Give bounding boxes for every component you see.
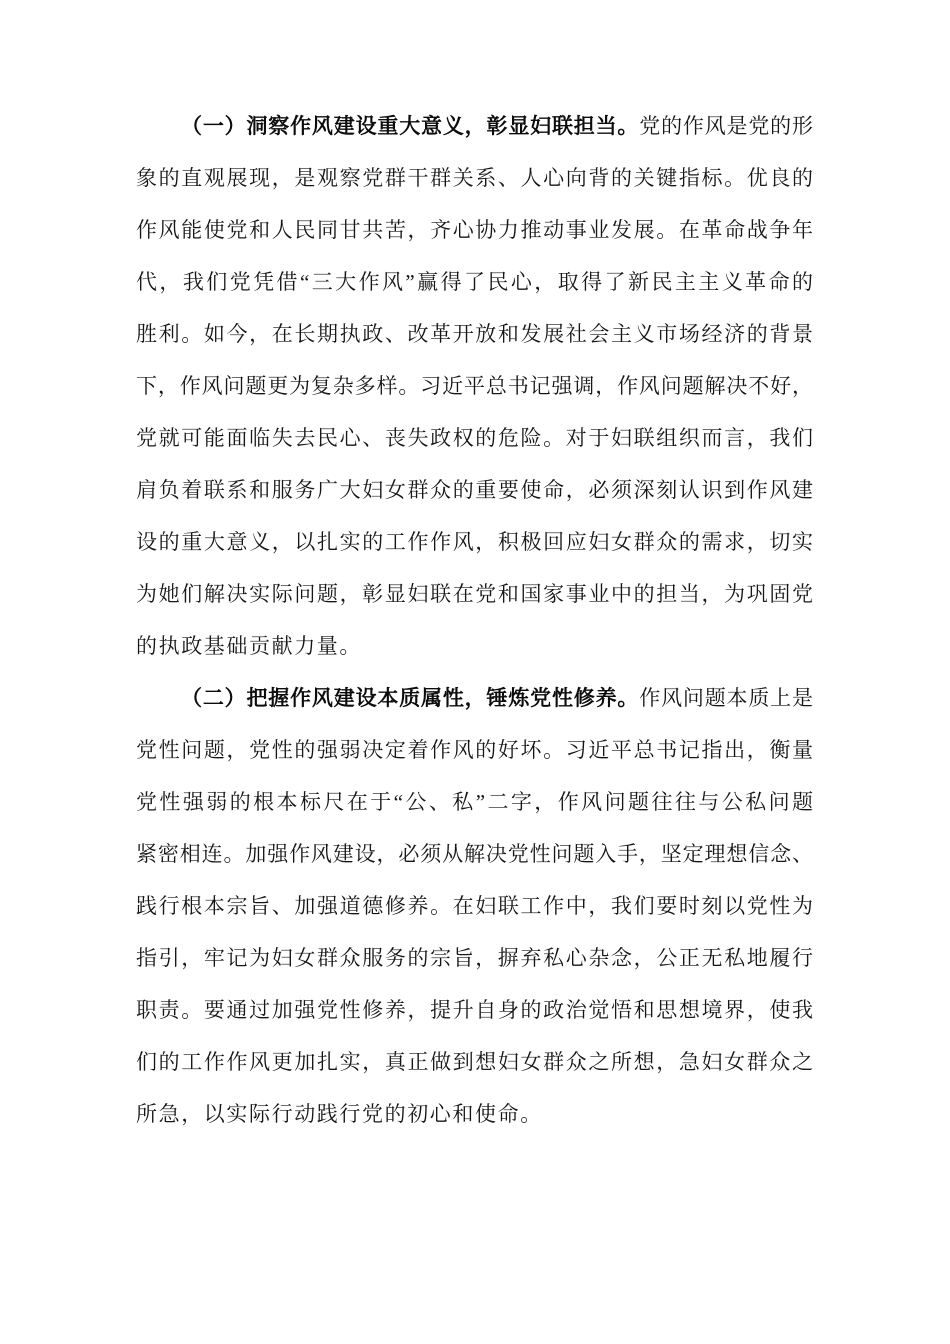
paragraph-text: 象的直观展现，是观察党群干群关系、人心向背的关键指标。优良的: [136, 166, 813, 190]
text-line: [136, 984, 813, 1036]
paragraph-text: 践行根本宗旨、加强道德修养。在妇联工作中，我们要时刻以党性为: [136, 894, 813, 918]
paragraph-heading: （二）把握作风建设本质属性，锤炼党性修养。: [181, 686, 640, 710]
paragraph-text: 肩负着联系和服务广大妇女群众的重要使命，必须深刻认识到作风建: [136, 478, 813, 502]
text-line: [136, 1088, 813, 1140]
paragraph-text: 党就可能面临失去民心、丧失政权的危险。对于妇联组织而言，我们: [136, 426, 813, 450]
text-line: [136, 672, 813, 724]
paragraph-text: 作风问题本质上是: [639, 686, 813, 710]
paragraph-text: 所急，以实际行动践行党的初心和使命。: [136, 1102, 543, 1126]
text-line: [136, 620, 813, 672]
paragraph-text: 胜利。如今，在长期执政、改革开放和发展社会主义市场经济的背景: [136, 322, 813, 346]
paragraph-text: 代，我们党凭借“三大作风”赢得了民心，取得了新民主主义革命的: [136, 270, 813, 294]
paragraph-text: 设的重大意义，以扎实的工作作风，积极回应妇女群众的需求，切实: [136, 530, 813, 554]
paragraph-text: 作风能使党和人民同甘共苦，齐心协力推动事业发展。在革命战争年: [136, 218, 813, 242]
paragraph-text: 党的作风是党的形: [639, 114, 813, 138]
text-line: [136, 204, 813, 256]
paragraph: [136, 672, 813, 1140]
paragraph-text: 下，作风问题更为复杂多样。习近平总书记强调，作风问题解决不好，: [136, 374, 813, 398]
text-line: [136, 100, 813, 152]
text-line: [136, 828, 813, 880]
paragraph: [136, 100, 813, 672]
text-line: [136, 776, 813, 828]
text-line: [136, 1036, 813, 1088]
paragraph-text: 党性问题，党性的强弱决定着作风的好坏。习近平总书记指出，衡量: [136, 738, 813, 762]
text-line: [136, 308, 813, 360]
paragraph-text: 指引，牢记为妇女群众服务的宗旨，摒弃私心杂念，公正无私地履行: [136, 946, 813, 970]
text-line: [136, 152, 813, 204]
paragraph-text: 们的工作作风更加扎实，真正做到想妇女群众之所想，急妇女群众之: [136, 1050, 813, 1074]
paragraph-text: 的执政基础贡献力量。: [136, 634, 362, 658]
text-line: [136, 880, 813, 932]
document-body: [136, 100, 813, 1140]
paragraph-text: 职责。要通过加强党性修养，提升自身的政治觉悟和思想境界，使我: [136, 998, 813, 1022]
text-line: [136, 256, 813, 308]
paragraph-text: 党性强弱的根本标尺在于“公、私”二字，作风问题往往与公私问题: [136, 790, 813, 814]
text-line: [136, 568, 813, 620]
text-line: [136, 724, 813, 776]
text-line: [136, 932, 813, 984]
text-line: [136, 516, 813, 568]
paragraph-heading: （一）洞察作风建设重大意义，彰显妇联担当。: [181, 114, 640, 138]
paragraph-text: 紧密相连。加强作风建设，必须从解决党性问题入手，坚定理想信念、: [136, 842, 813, 866]
paragraph-text: 为她们解决实际问题，彰显妇联在党和国家事业中的担当，为巩固党: [136, 582, 813, 606]
text-line: [136, 360, 813, 412]
text-line: [136, 412, 813, 464]
text-line: [136, 464, 813, 516]
